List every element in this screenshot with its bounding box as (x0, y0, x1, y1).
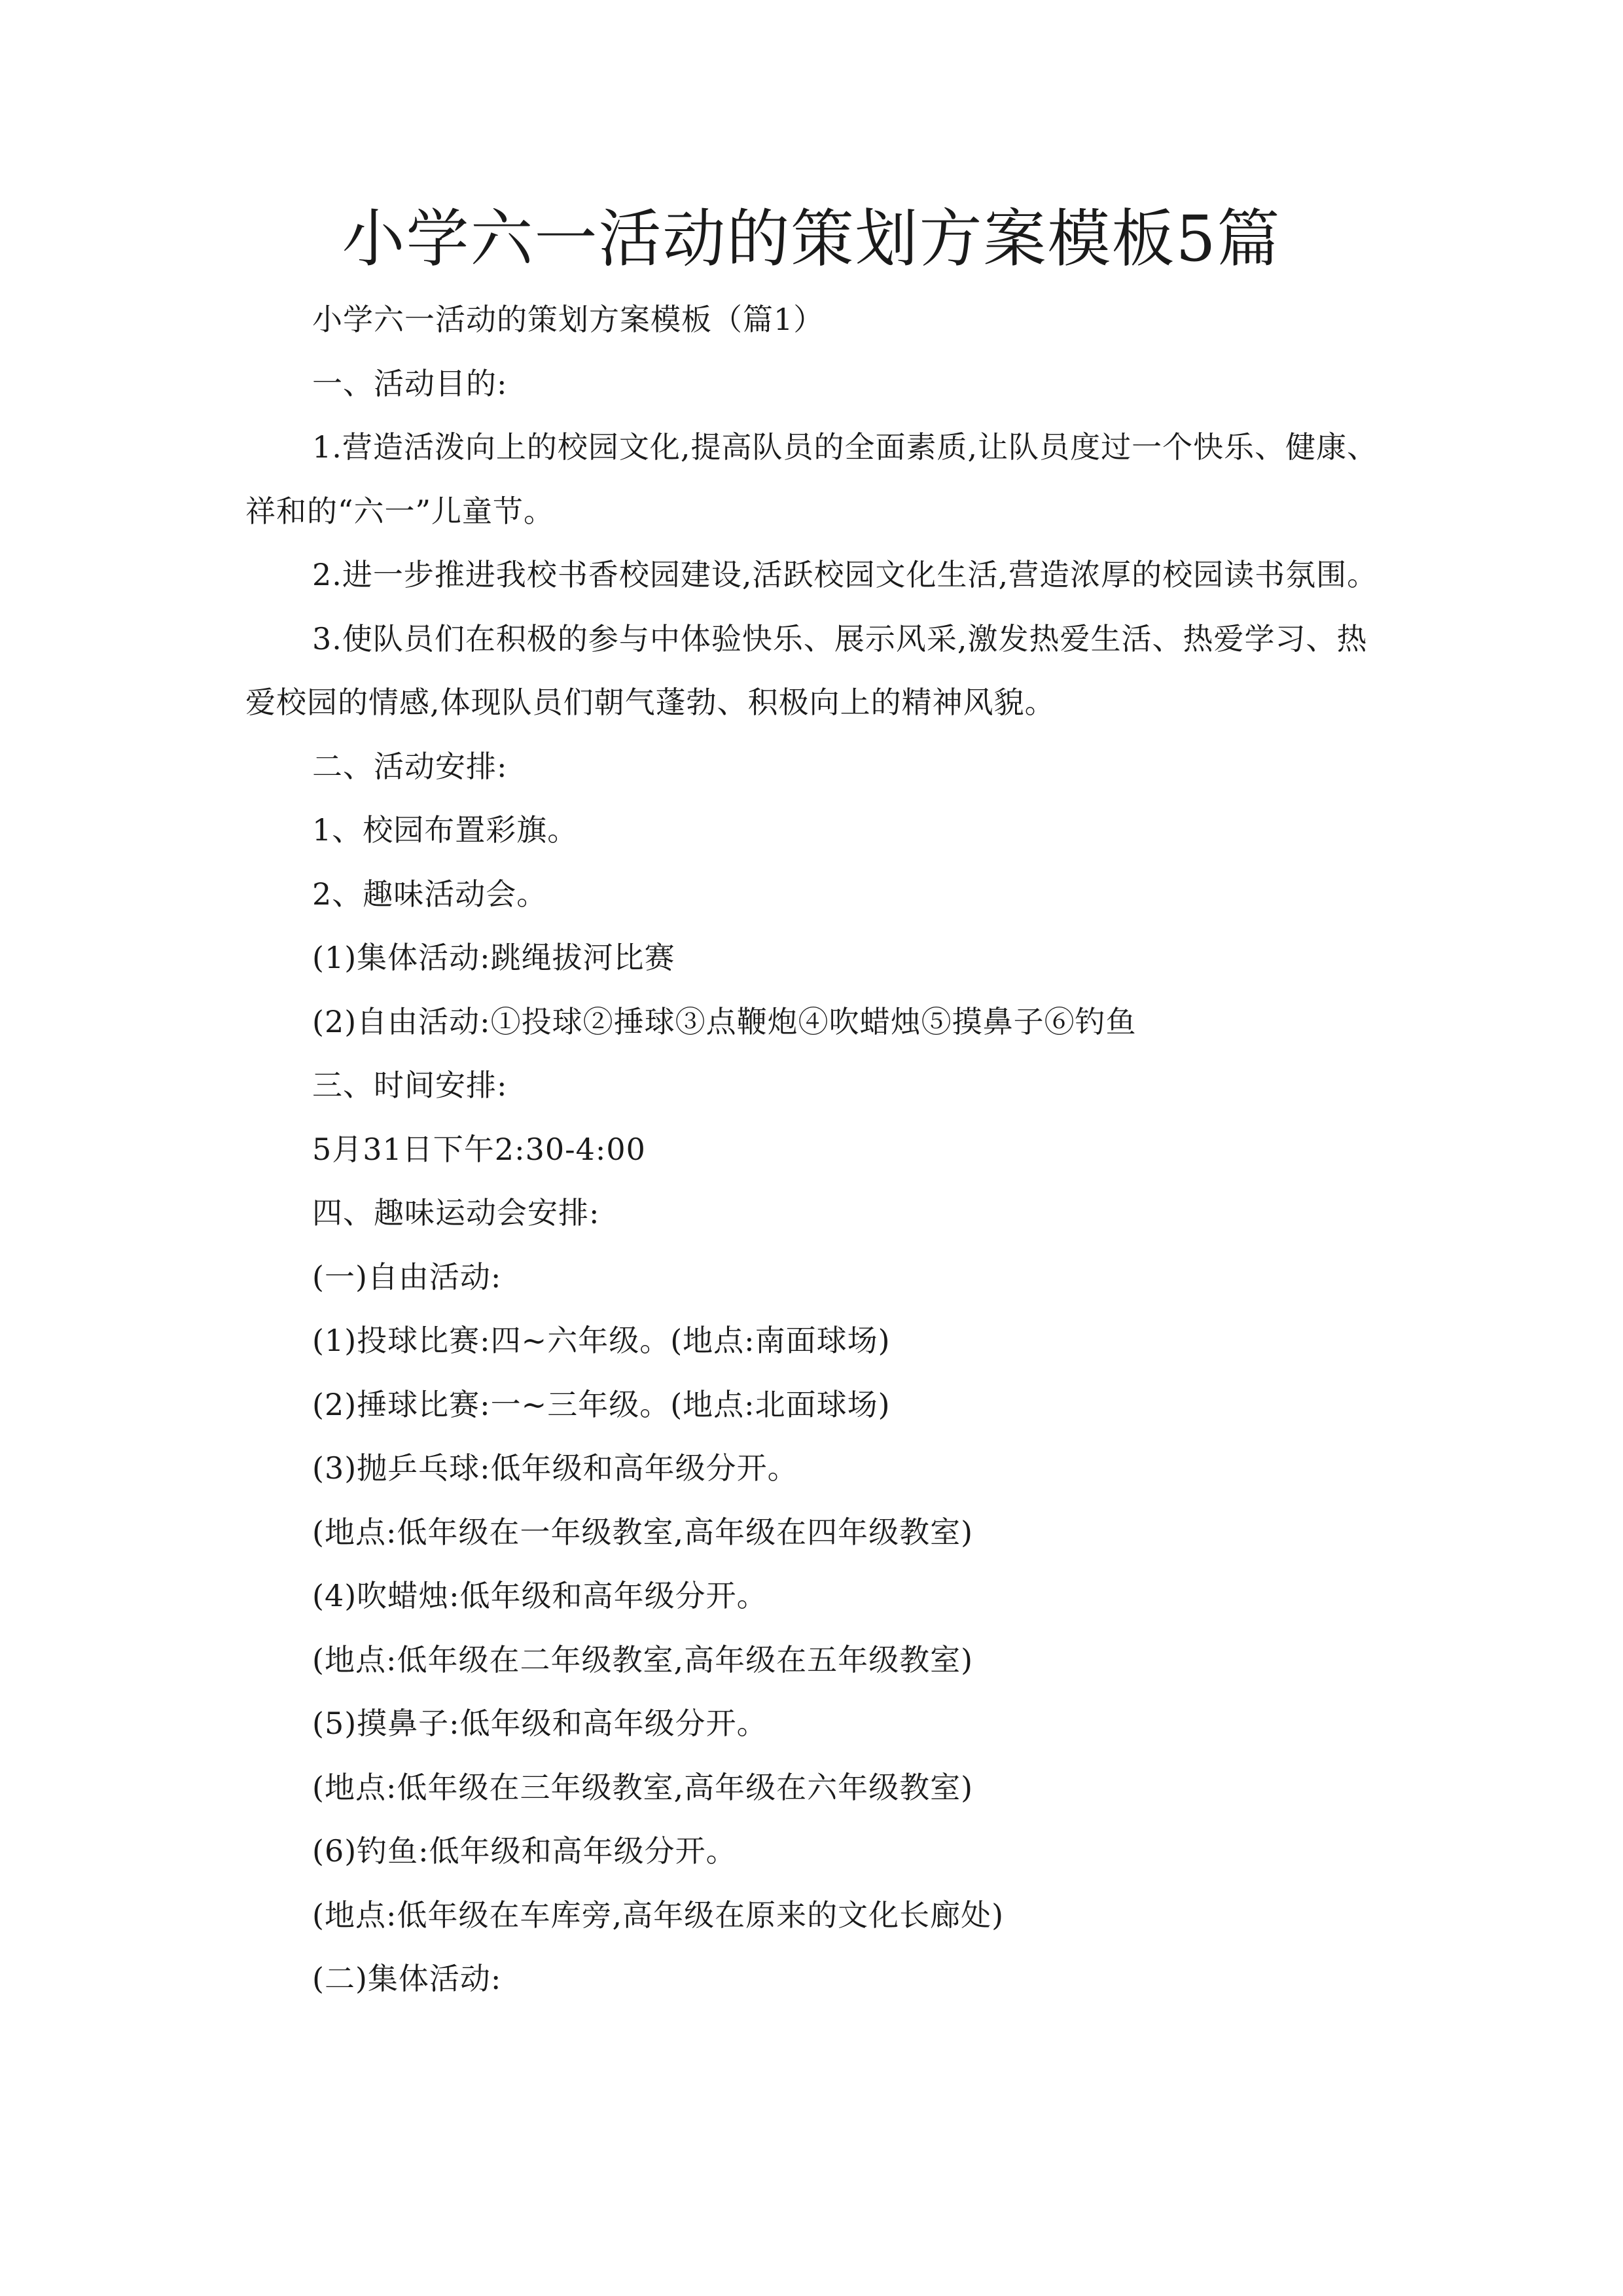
paragraph: (地点:低年级在三年级教室,高年级在六年级教室) (312, 1769, 974, 1805)
paragraph: (地点:低年级在车库旁,高年级在原来的文化长廊处) (312, 1897, 1005, 1933)
paragraph: (3)抛乒乓球:低年级和高年级分开。 (312, 1450, 798, 1486)
paragraph: 四、趣味运动会安排: (312, 1195, 600, 1230)
document-title: 小学六一活动的策划方案模板5篇 (342, 202, 1281, 276)
paragraph: (5)摸鼻子:低年级和高年级分开。 (312, 1706, 768, 1741)
paragraph: 二、活动安排: (312, 748, 508, 784)
paragraph: 三、时间安排: (312, 1067, 508, 1103)
paragraph: (2)捶球比赛:一~三年级。(地点:北面球场) (312, 1386, 891, 1422)
paragraph: (一)自由活动: (312, 1259, 502, 1295)
paragraph: (二)集体活动: (312, 1961, 502, 1996)
paragraph: (1)投球比赛:四~六年级。(地点:南面球场) (312, 1323, 891, 1358)
paragraph: 2.进一步推进我校书香校园建设,活跃校园文化生活,营造浓厚的校园读书氛围。 (312, 557, 1378, 592)
paragraph: (4)吹蜡烛:低年级和高年级分开。 (312, 1578, 768, 1613)
paragraph: 1、校园布置彩旗。 (312, 812, 579, 848)
paragraph: 5月31日下午2:30-4:00 (312, 1131, 646, 1167)
paragraph: (地点:低年级在二年级教室,高年级在五年级教室) (312, 1641, 974, 1677)
document-body (245, 288, 1397, 2011)
paragraph: 一、活动目的: (312, 365, 508, 401)
paragraph: (6)钓鱼:低年级和高年级分开。 (312, 1833, 737, 1869)
paragraph: (2)自由活动:①投球②捶球③点鞭炮④吹蜡烛⑤摸鼻子⑥钓鱼 (312, 1003, 1137, 1039)
paragraph: 2、趣味活动会。 (312, 876, 548, 912)
paragraph: 1.营造活泼向上的校园文化,提高队员的全面素质,让队员度过一个快乐、健康、祥和的“六一”儿童节。 (245, 429, 1378, 529)
paragraph: (1)集体活动:跳绳拔河比赛 (312, 940, 675, 975)
paragraph: 小学六一活动的策划方案模板（篇1） (312, 302, 825, 337)
paragraph: (地点:低年级在一年级教室,高年级在四年级教室) (312, 1514, 974, 1550)
paragraph: 3.使队员们在积极的参与中体验快乐、展示风采,激发热爱生活、热爱学习、热爱校园的情感,体现队员们朝气蓬勃、积极向上的精神风貌。 (245, 620, 1368, 720)
